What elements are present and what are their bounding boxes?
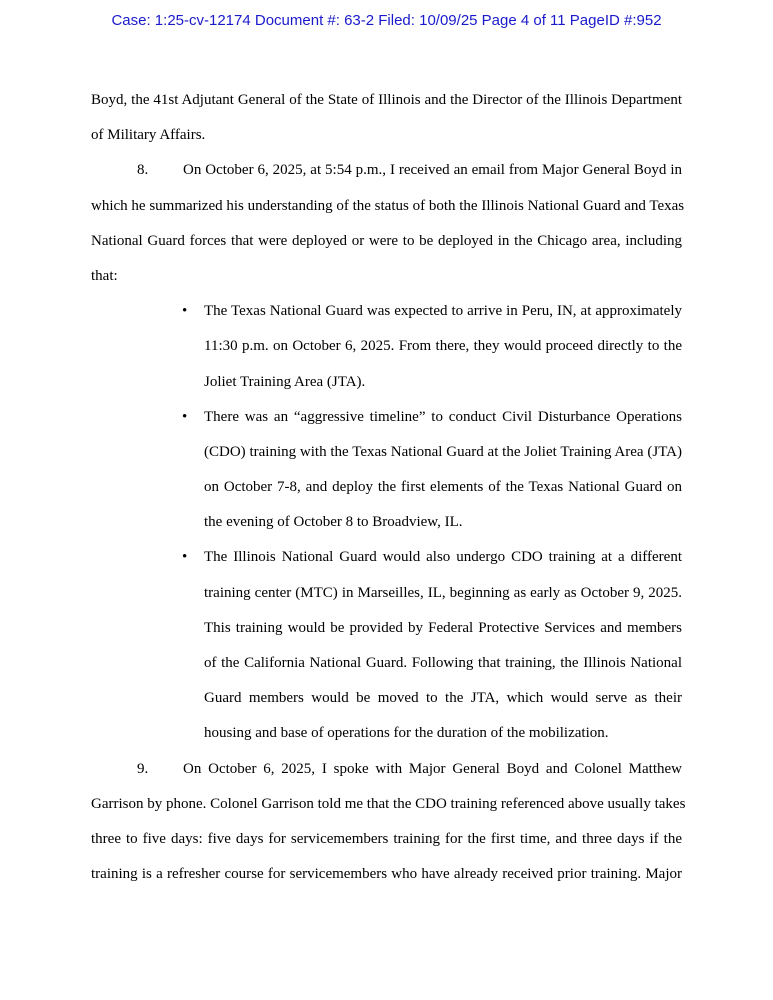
text-line: (CDO) training with the Texas National Guard at the Joliet Training Area (JTA): [204, 443, 682, 460]
text-line: [91, 757, 682, 792]
bullet-icon: •: [182, 408, 188, 425]
text-line: The Texas National Guard was expected to arrive in Peru, IN, at approximately: [204, 303, 682, 320]
document-body: [91, 88, 686, 897]
paragraph-number: 8.: [137, 162, 149, 179]
text-line: which he summarized his understanding of the status of both the Illinois National Guard and Texas: [91, 197, 685, 214]
text-line: 11:30 p.m. on October 6, 2025. From there, they would proceed directly to the: [204, 338, 682, 355]
text-line: National Guard forces that were deployed or were to be deployed in the Chicago area, including: [91, 232, 682, 249]
text-line: of the California National Guard. Following that training, the Illinois National: [204, 655, 682, 671]
text-line: The Illinois National Guard would also undergo CDO training at a different: [204, 549, 682, 566]
text-line: Joliet Training Area (JTA).: [204, 373, 366, 390]
paragraph-9: [91, 757, 686, 898]
case-header: Case: 1:25-cv-12174 Document #: 63-2 Filed: 10/09/25 Page 4 of 11 PageID #:952: [111, 12, 662, 29]
text-line: training is a refresher course for servicemembers who have already received prior training. Major: [91, 866, 682, 883]
paragraph-8: [91, 158, 685, 299]
text-line-content: On October 6, 2025, I spoke with Major General Boyd and Colonel Matthew: [183, 760, 682, 777]
bullet-icon: •: [182, 549, 188, 566]
text-line-content: On October 6, 2025, at 5:54 p.m., I received an email from Major General Boyd in: [183, 162, 682, 179]
text-line: training center (MTC) in Marseilles, IL, beginning as early as October 9, 2025.: [204, 584, 682, 601]
text-line: This training would be provided by Federal Protective Services and members: [204, 619, 682, 636]
text-line: housing and base of operations for the duration of the mobilization.: [204, 725, 609, 742]
text-line: that:: [91, 267, 118, 284]
paragraph-continued: [91, 88, 682, 158]
bullet-item: [182, 545, 682, 756]
text-line: Garrison by phone. Colonel Garrison told me that the CDO training referenced above usually takes: [91, 795, 686, 812]
bullet-item: [182, 405, 682, 546]
text-line: There was an “aggressive timeline” to conduct Civil Disturbance Operations: [204, 408, 682, 425]
text-line: of Military Affairs.: [91, 127, 206, 144]
paragraph-number: 9.: [137, 760, 149, 777]
text-line: three to five days: five days for servicemembers training for the first time, and three days if the: [91, 830, 682, 847]
bullet-item: [182, 299, 682, 405]
text-line: [91, 158, 682, 193]
text-line: on October 7-8, and deploy the first elements of the Texas National Guard on: [204, 479, 682, 496]
text-line: Boyd, the 41st Adjutant General of the State of Illinois and the Director of the Illinois Department: [91, 92, 682, 108]
text-line: the evening of October 8 to Broadview, IL.: [204, 514, 463, 531]
text-line: Guard members would be moved to the JTA, which would serve as their: [204, 690, 682, 707]
bullet-icon: •: [182, 303, 188, 320]
